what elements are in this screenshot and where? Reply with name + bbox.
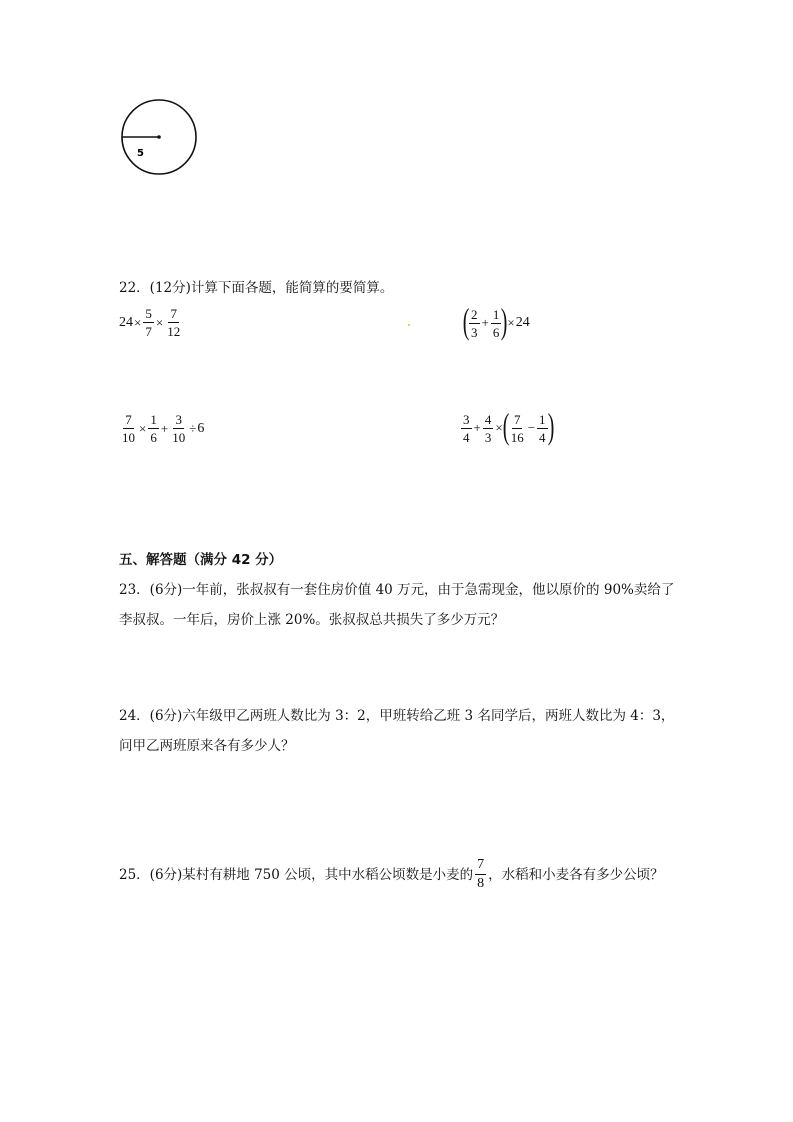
fraction: $\frac{7}{10}$ [122, 412, 135, 445]
fraction: $\frac{5}{7}$ [145, 306, 152, 339]
fraction: $\frac{7}{16}$ [510, 411, 524, 445]
q22-title: 22．(12分)计算下面各题，能简算的要简算。 [119, 280, 394, 296]
q22-expr-4 [460, 406, 554, 446]
fraction: $\frac{3}{4}$ [463, 411, 470, 445]
q23-line-1: 23．(6分)一年前，张叔叔有一套住房价值 40 万元，由于急需现金，他以原价的 90%卖给了 [119, 582, 675, 598]
fraction: $\frac{3}{10}$ [172, 412, 186, 445]
left-paren: ( [502, 406, 509, 446]
circle-diagram [118, 98, 202, 178]
q24-line-2: 问甲乙两班原来各有多少人？ [119, 738, 295, 754]
plus-sign: + [481, 315, 489, 330]
number: 24 [515, 315, 530, 330]
q25-text-after: ，水稻和小麦各有多少公顷？ [488, 866, 664, 883]
stray-dot [408, 324, 410, 326]
fraction: $\frac{1}{6}$ [150, 412, 157, 445]
right-paren: ) [501, 301, 508, 341]
divide-sign: ÷ [189, 420, 197, 436]
plus-sign: + [160, 420, 169, 436]
fraction: $\frac{7}{12}$ [167, 306, 181, 339]
q24-line-1: 24．(6分)六年级甲乙两班人数比为 3：2，甲班转给乙班 3 名同学后，两班人数比为 4：3， [119, 708, 675, 724]
fraction: $\frac{4}{3}$ [484, 411, 492, 445]
times-sign: × [155, 314, 164, 330]
q22-expr-1 [119, 307, 183, 338]
q23-line-2: 李叔叔。一年后，房价上涨 20%。张叔叔总共损失了多少万元？ [119, 612, 505, 628]
times-sign: × [495, 420, 503, 435]
left-paren: ( [462, 301, 470, 341]
plus-sign: + [473, 420, 481, 435]
fraction: $\frac{7}{8}$ [477, 857, 485, 891]
number: 24 [119, 314, 133, 330]
q25-question [119, 858, 664, 891]
radius-label: 5 [137, 148, 144, 159]
q22-expr-2 [462, 301, 530, 341]
section-5-title: 五、解答题（满分 42 分） [119, 552, 283, 568]
q25-text-before: 25．(6分)某村有耕地 750 公顷，其中水稻公顷数是小麦的 [119, 866, 474, 883]
q22-expr-3 [119, 413, 204, 444]
fraction: $\frac{1}{6}$ [492, 306, 500, 340]
center-point [157, 135, 161, 139]
times-sign: × [507, 315, 515, 330]
times-sign: × [139, 420, 147, 436]
fraction: $\frac{2}{3}$ [471, 306, 478, 340]
minus-sign: − [527, 420, 536, 435]
fraction: $\frac{1}{4}$ [539, 411, 546, 445]
right-paren: ) [547, 406, 554, 446]
times-sign: × [134, 314, 142, 330]
number: 6 [197, 420, 205, 436]
